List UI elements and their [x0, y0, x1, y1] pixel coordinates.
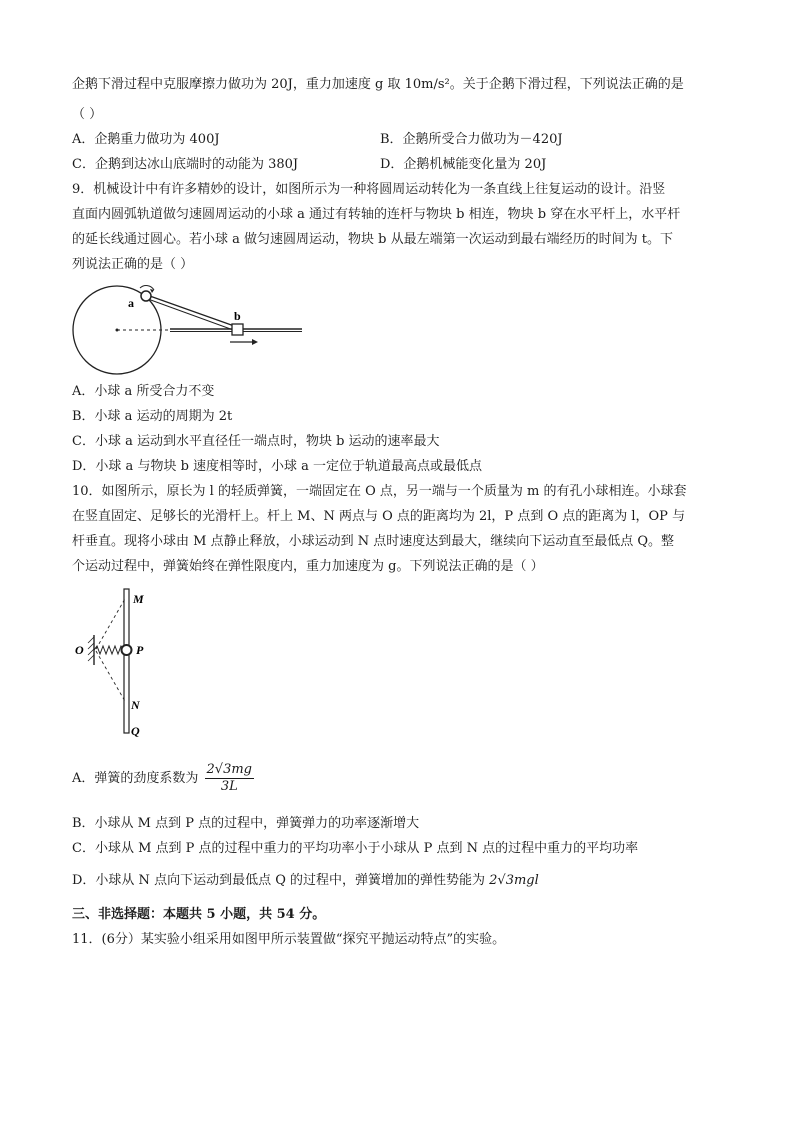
- label-b: b: [234, 309, 241, 323]
- q10-option-d-prefix: D．小球从 N 点向下运动到最低点 Q 的过程中，弹簧增加的弹性势能为: [72, 873, 485, 888]
- q9-option-d: D．小球 a 与物块 b 速度相等时，小球 a 一定位于轨道最高点或最低点: [72, 459, 483, 474]
- q9-line1: 9．机械设计中有许多精妙的设计，如图所示为一种将圆周运动转化为一条直线上往复运动的设计。沿竖: [72, 182, 666, 197]
- q10-line4: 个运动过程中，弹簧始终在弹性限度内，重力加速度为 g。下列说法正确的是（ ）: [72, 559, 544, 574]
- q10-option-a-denominator: 3L: [220, 779, 238, 794]
- section3-heading: 三、非选择题：本题共 5 小题，共 54 分。: [72, 907, 326, 922]
- q10-figure: [72, 585, 162, 740]
- label-a: a: [128, 296, 134, 310]
- q11-line1: 11．(6分）某实验小组采用如图甲所示装置做“探究平抛运动特点”的实验。: [72, 932, 506, 947]
- q10-line1: 10．如图所示，原长为 l 的轻质弹簧，一端固定在 O 点，另一端与一个质量为 m 的有孔小球相连。小球套: [72, 484, 687, 499]
- label-p: P: [136, 643, 144, 657]
- wall-hatch: [88, 643, 94, 649]
- dashed-line-om: [96, 597, 126, 649]
- q10-option-a-fraction: [205, 762, 254, 795]
- velocity-arrow-head-icon: [252, 339, 258, 345]
- q8-option-d: D．企鹅机械能变化量为 20J: [380, 157, 547, 172]
- block-b: [232, 324, 243, 335]
- q10-line3: 杆垂直。现将小球由 M 点静止释放，小球运动到 N 点时速度达到最大，继续向下运动直至最低点 Q。整: [72, 534, 675, 549]
- label-q: Q: [131, 724, 140, 738]
- wall-hatch: [88, 649, 94, 655]
- q9-option-b: B．小球 a 运动的周期为 2t: [72, 409, 233, 424]
- q8-answer-blank: （ ）: [72, 107, 103, 122]
- dashed-line-on: [96, 651, 126, 703]
- q10-option-d-math: 2√3mgl: [489, 873, 539, 888]
- wall-hatch: [88, 655, 94, 661]
- ball: [122, 645, 132, 655]
- q10-option-a: [72, 762, 254, 795]
- q9-line2: 直面内圆弧轨道做匀速圆周运动的小球 a 通过有转轴的连杆与物块 b 相连，物块 b 穿在水平杆上，水平杆: [72, 207, 681, 222]
- label-n: N: [131, 698, 140, 712]
- q8-option-a: A．企鹅重力做功为 400J: [72, 132, 220, 147]
- q8-option-b: B．企鹅所受合力做功为－420J: [380, 132, 563, 147]
- q10-option-a-prefix: A．弹簧的劲度系数为: [72, 771, 199, 786]
- q8-stem-line1: 企鹅下滑过程中克服摩擦力做功为 20J，重力加速度 g 取 10m/s²。关于企鹅下滑过程，下列说法正确的是: [72, 77, 684, 92]
- q9-figure: [70, 278, 310, 378]
- q9-line3: 的延长线通过圆心。若小球 a 做匀速圆周运动，物块 b 从最左端第一次运动到最右端经历的时间为 t。下: [72, 232, 673, 247]
- q10-option-a-numerator: 2√3mg: [206, 762, 253, 777]
- label-m: M: [133, 592, 144, 606]
- q9-option-a: A．小球 a 所受合力不变: [72, 384, 215, 399]
- rotation-arrow-icon: [140, 286, 154, 290]
- q10-option-d: [72, 872, 539, 890]
- ball-a: [141, 291, 151, 301]
- q8-option-c: C．企鹅到达冰山底端时的动能为 380J: [72, 157, 299, 172]
- q10-option-b: B．小球从 M 点到 P 点的过程中，弹簧弹力的功率逐渐增大: [72, 816, 420, 831]
- q10-line2: 在竖直固定、足够长的光滑杆上。杆上 M、N 两点与 O 点的距离均为 2l，P 点到 O 点的距离为 l，OP 与: [72, 509, 686, 524]
- label-o: O: [75, 643, 84, 657]
- q9-line4: 列说法正确的是（ ）: [72, 257, 194, 272]
- wall-hatch: [88, 637, 94, 643]
- spring-icon: [94, 646, 124, 654]
- q9-option-c: C．小球 a 运动到水平直径任一端点时，物块 b 运动的速率最大: [72, 434, 440, 449]
- vertical-rod: [124, 589, 129, 733]
- q10-option-c: C．小球从 M 点到 P 点的过程中重力的平均功率小于小球从 P 点到 N 点的过程中重力的平均功率: [72, 841, 639, 856]
